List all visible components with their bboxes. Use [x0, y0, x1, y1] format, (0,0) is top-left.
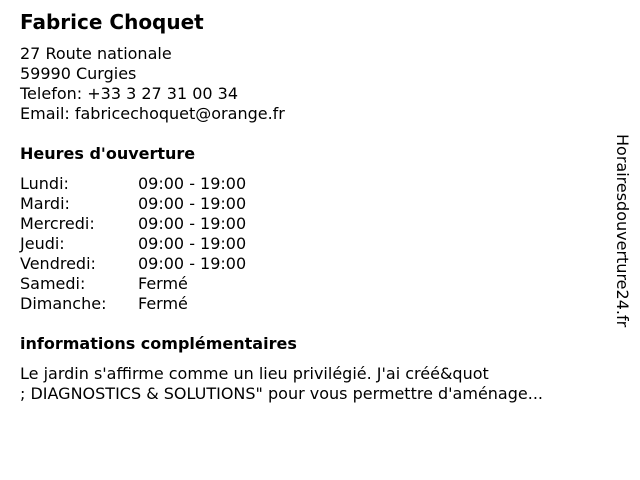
info-description	[20, 364, 610, 404]
info-line-1: Le jardin s'affirme comme un lieu privilégié. J'ai créé&quot	[20, 364, 489, 383]
hours-time: 09:00 - 19:00	[138, 194, 247, 213]
hours-time: 09:00 - 19:00	[138, 254, 247, 273]
hours-heading: Heures d'ouverture	[20, 144, 196, 163]
info-heading: informations complémentaires	[20, 334, 297, 353]
hours-row-jeudi	[20, 234, 246, 254]
hours-time: Fermé	[138, 294, 188, 313]
hours-time: 09:00 - 19:00	[138, 234, 247, 253]
address-line-1: 27 Route nationale	[20, 44, 172, 63]
opening-hours-list	[20, 174, 246, 314]
hours-row-mercredi	[20, 214, 246, 234]
business-name: Fabrice Choquet	[20, 10, 204, 34]
hours-time: Fermé	[138, 274, 188, 293]
hours-row-dimanche	[20, 294, 246, 314]
info-line-2: ; DIAGNOSTICS & SOLUTIONS" pour vous permettre d'aménage...	[20, 384, 543, 403]
site-watermark: Horairesdouverture24.fr	[613, 134, 632, 328]
hours-row-vendredi	[20, 254, 246, 274]
hours-day: Lundi:	[20, 174, 69, 193]
hours-day: Vendredi:	[20, 254, 96, 273]
hours-day: Samedi:	[20, 274, 86, 293]
hours-row-samedi	[20, 274, 246, 294]
address-line-2: 59990 Curgies	[20, 64, 137, 83]
hours-time: 09:00 - 19:00	[138, 214, 247, 233]
contact-block	[20, 44, 285, 124]
email-text: Email: fabricechoquet@orange.fr	[20, 104, 285, 123]
hours-day: Dimanche:	[20, 294, 107, 313]
hours-row-mardi	[20, 194, 246, 214]
hours-row-lundi	[20, 174, 246, 194]
hours-day: Mardi:	[20, 194, 70, 213]
hours-day: Mercredi:	[20, 214, 95, 233]
phone-text: Telefon: +33 3 27 31 00 34	[20, 84, 239, 103]
hours-day: Jeudi:	[20, 234, 65, 253]
hours-time: 09:00 - 19:00	[138, 174, 247, 193]
